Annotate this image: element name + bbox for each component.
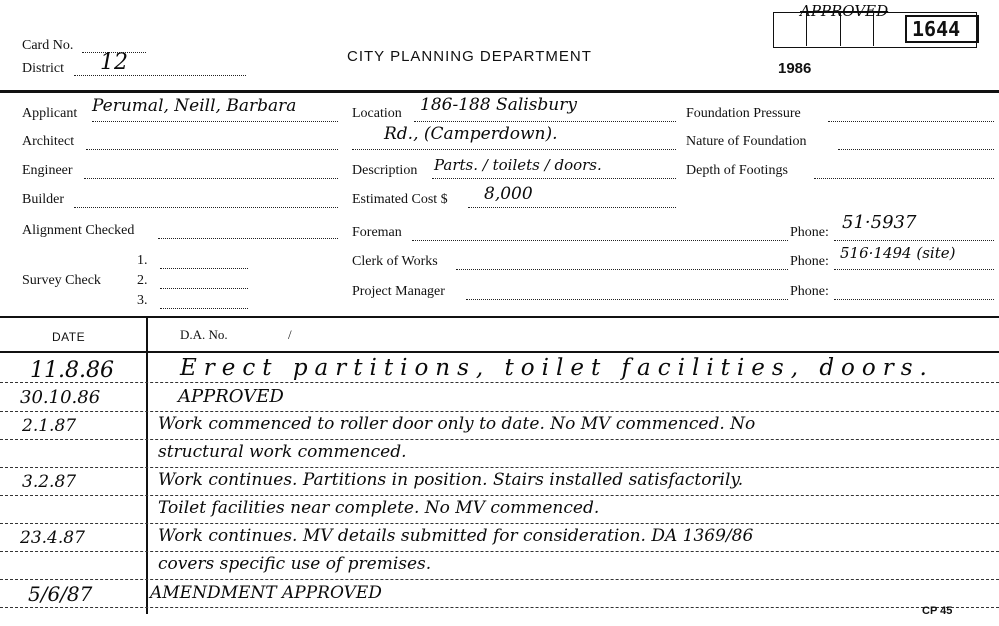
location-line-2 xyxy=(352,149,676,150)
builder-line xyxy=(74,207,338,208)
clerk-label: Clerk of Works xyxy=(352,254,438,269)
survey-label: Survey Check xyxy=(22,273,101,288)
year: 1986 xyxy=(778,60,812,77)
table-row-text: Work continues. MV details submitted for consideration. DA 1369/86 xyxy=(158,526,754,546)
architect-line xyxy=(86,149,338,150)
foundation-pressure-label: Foundation Pressure xyxy=(686,106,801,121)
date-column-divider xyxy=(146,316,148,614)
district-value: 12 xyxy=(100,50,128,75)
applicant-label: Applicant xyxy=(22,106,78,121)
row-separator xyxy=(0,411,999,412)
survey-item-2: 2. xyxy=(137,273,148,288)
department-title: CITY PLANNING DEPARTMENT xyxy=(347,48,592,65)
row-separator xyxy=(0,495,999,496)
table-row-text: APPROVED xyxy=(178,386,284,407)
builder-label: Builder xyxy=(22,192,64,207)
applicant-value: Perumal, Neill, Barbara xyxy=(92,96,297,116)
table-row-text: covers specific use of premises. xyxy=(158,554,432,574)
engineer-line xyxy=(84,178,338,179)
card-no-label: Card No. xyxy=(22,38,74,53)
row-separator xyxy=(0,467,999,468)
row-separator xyxy=(0,382,999,383)
engineer-label: Engineer xyxy=(22,163,73,178)
depth-of-footings-line xyxy=(814,178,994,179)
project-manager-line xyxy=(466,299,788,300)
phone-label-2: Phone: xyxy=(790,254,829,269)
project-manager-label: Project Manager xyxy=(352,284,445,299)
header-rule xyxy=(0,90,999,93)
location-line-1 xyxy=(414,121,676,122)
stamp-approved-text: APPROVED xyxy=(800,2,889,20)
description-value: Parts. / toilets / doors. xyxy=(434,156,602,174)
phone-label-3: Phone: xyxy=(790,284,829,299)
description-label: Description xyxy=(352,163,418,178)
alignment-label: Alignment Checked xyxy=(22,223,135,238)
table-row-text: Toilet facilities near complete. No MV commenced. xyxy=(158,498,600,518)
table-row-date: 3.2.87 xyxy=(22,472,77,492)
applicant-line xyxy=(92,121,338,122)
form-code: CP 45 xyxy=(922,605,953,617)
location-label: Location xyxy=(352,106,402,121)
phone-value-1: 51·5937 xyxy=(842,212,917,233)
survey-line-3 xyxy=(160,308,248,309)
row-separator xyxy=(0,607,999,608)
table-top-rule xyxy=(0,316,999,318)
row-separator xyxy=(0,551,999,552)
table-row-date: 11.8.86 xyxy=(30,358,114,383)
table-row-date: 5/6/87 xyxy=(28,582,93,606)
nature-of-foundation-label: Nature of Foundation xyxy=(686,134,807,149)
architect-label: Architect xyxy=(22,134,75,149)
row-separator xyxy=(0,523,999,524)
cost-value: 8,000 xyxy=(484,184,533,204)
survey-line-2 xyxy=(160,288,248,289)
depth-of-footings-label: Depth of Footings xyxy=(686,163,788,178)
description-line xyxy=(432,178,676,179)
table-row-text: Erect partitions, toilet facilities, doors. xyxy=(180,355,934,381)
phone-line-2 xyxy=(834,269,994,270)
survey-item-3: 3. xyxy=(137,293,148,308)
table-row-date: 2.1.87 xyxy=(22,416,77,436)
phone-label-1: Phone: xyxy=(790,225,829,240)
table-row-text: structural work commenced. xyxy=(158,442,407,462)
phone-line-1 xyxy=(834,240,994,241)
da-number-value: / xyxy=(288,327,292,342)
alignment-line xyxy=(158,238,338,239)
table-row-text: AMENDMENT APPROVED xyxy=(150,583,382,603)
date-column-header: DATE xyxy=(52,330,86,344)
foundation-pressure-line xyxy=(828,121,994,122)
phone-value-2: 516·1494 (site) xyxy=(840,244,956,262)
table-row-text: Work commenced to roller door only to date. No MV commenced. No xyxy=(158,414,756,434)
row-separator xyxy=(0,579,999,580)
foreman-line xyxy=(412,240,788,241)
survey-line-1 xyxy=(160,268,248,269)
cost-line xyxy=(468,207,676,208)
phone-line-3 xyxy=(834,299,994,300)
card-number: 1644 xyxy=(912,17,961,41)
district-label: District xyxy=(22,61,64,76)
survey-item-1: 1. xyxy=(137,253,148,268)
table-header-rule xyxy=(0,351,999,353)
table-row-date: 30.10.86 xyxy=(20,387,101,408)
district-line xyxy=(74,75,246,76)
foreman-label: Foreman xyxy=(352,225,402,240)
location-value-1: 186-188 Salisbury xyxy=(420,95,577,115)
da-number-header: D.A. No. xyxy=(180,327,228,342)
nature-of-foundation-line xyxy=(838,149,994,150)
table-row-date: 23.4.87 xyxy=(20,528,85,548)
location-value-2: Rd., (Camperdown). xyxy=(384,124,558,144)
clerk-line xyxy=(456,269,788,270)
cost-label: Estimated Cost $ xyxy=(352,192,448,207)
table-row-text: Work continues. Partitions in position. Stairs installed satisfactorily. xyxy=(158,470,744,490)
row-separator xyxy=(0,439,999,440)
